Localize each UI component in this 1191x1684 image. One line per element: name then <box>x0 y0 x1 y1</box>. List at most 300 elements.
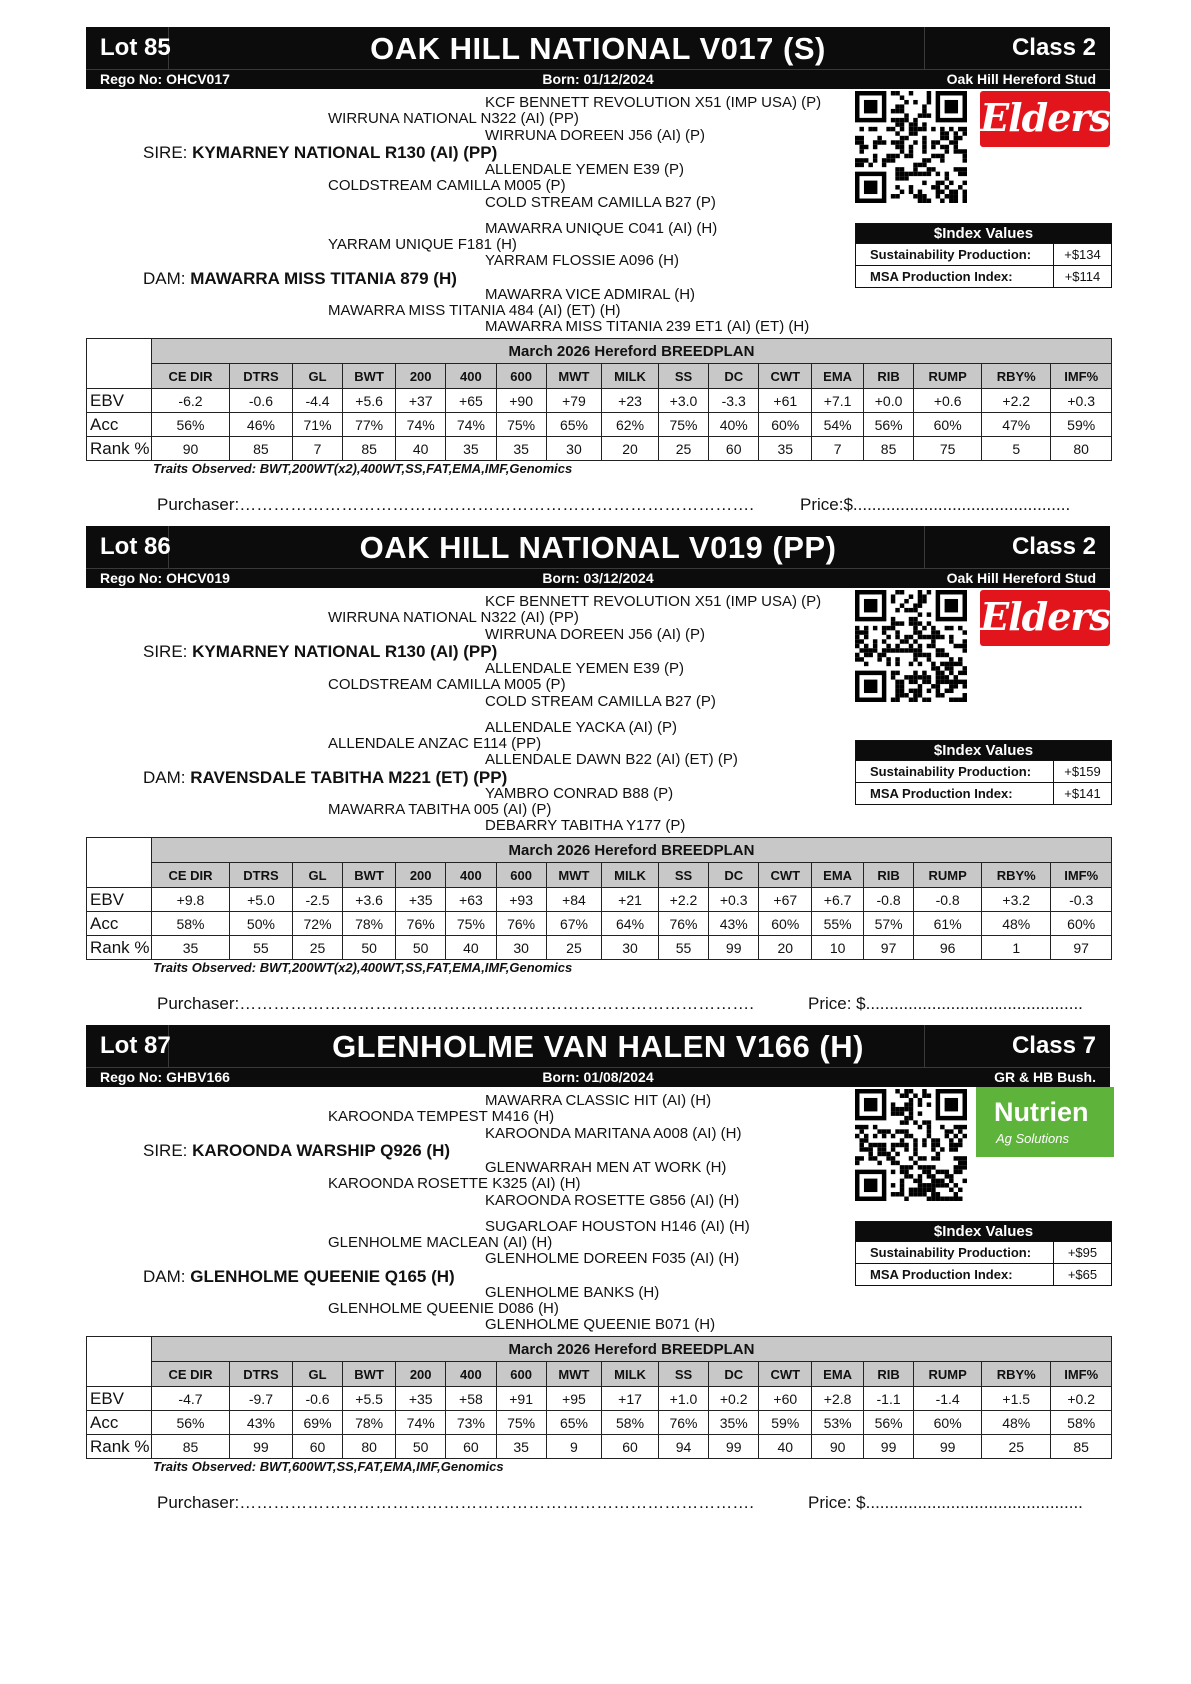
ebv-cell: +0.6 <box>914 389 982 413</box>
sire-name: KAROONDA WARSHIP Q926 (H) <box>192 1141 451 1160</box>
price-field[interactable]: Price: $.............................................. <box>808 1493 1083 1512</box>
sustainability-value: +$134 <box>1064 247 1101 262</box>
acc-cell: 72% <box>292 912 342 936</box>
trait-header: DTRS <box>229 1362 292 1387</box>
breedplan-table <box>86 1336 1112 1459</box>
trait-header: GL <box>292 863 342 888</box>
acc-cell: 62% <box>602 413 659 437</box>
acc-cell: 60% <box>914 413 982 437</box>
acc-cell: 67% <box>546 912 601 936</box>
trait-header: BWT <box>343 364 396 389</box>
trait-header: SS <box>658 364 708 389</box>
ebv-cell: +35 <box>396 888 446 912</box>
breedplan-title: March 2026 Hereford BREEDPLAN <box>152 838 1112 863</box>
trait-header: MWT <box>546 364 601 389</box>
ebv-cell: +90 <box>496 389 546 413</box>
acc-cell: 57% <box>863 912 913 936</box>
ebv-cell: +61 <box>759 389 812 413</box>
trait-header: DTRS <box>229 364 292 389</box>
rank-cell: 85 <box>152 1435 230 1459</box>
purchaser-field[interactable]: Purchaser:………………………………………………………………………………. <box>157 1493 754 1512</box>
sire-name: KYMARNEY NATIONAL R130 (AI) (PP) <box>192 143 498 162</box>
pedigree-dam-paternal: YARRAM UNIQUE F181 (H) <box>328 236 517 253</box>
pedigree-sire-paternal: WIRRUNA NATIONAL N322 (AI) (PP) <box>328 110 579 127</box>
sustainability-value: +$95 <box>1067 1245 1098 1260</box>
msa-label: MSA Production Index: <box>856 266 1054 287</box>
price-field[interactable]: Price: $.............................................. <box>808 994 1083 1013</box>
rego-number: Rego No: OHCV019 <box>100 570 230 586</box>
rank-cell: 55 <box>658 936 708 960</box>
msa-value: +$141 <box>1064 786 1101 801</box>
ebv-cell: +65 <box>446 389 496 413</box>
trait-header: MWT <box>546 1362 601 1387</box>
row-label: Acc <box>87 1411 152 1435</box>
acc-cell: 64% <box>602 912 659 936</box>
trait-header: DC <box>709 1362 759 1387</box>
trait-header: RIB <box>863 1362 913 1387</box>
row-label: Rank % <box>87 1435 152 1459</box>
acc-cell: 53% <box>812 1411 864 1435</box>
trait-header: 200 <box>396 863 446 888</box>
acc-cell: 60% <box>914 1411 982 1435</box>
rank-cell: 30 <box>496 936 546 960</box>
ebv-cell: +95 <box>546 1387 601 1411</box>
traits-observed: Traits Observed: BWT,200WT(x2),400WT,SS,FAT,EMA,IMF,Genomics <box>153 960 573 975</box>
index-values-box <box>855 740 1112 805</box>
pedigree-sire-maternal: COLDSTREAM CAMILLA M005 (P) <box>328 177 566 194</box>
lot-class: Class 2 <box>1011 34 1096 61</box>
rank-cell: 99 <box>863 1435 913 1459</box>
lot-card <box>0 526 1191 1016</box>
ebv-cell: +0.2 <box>1051 1387 1112 1411</box>
trait-header: CWT <box>759 863 812 888</box>
ebv-cell: -0.8 <box>863 888 913 912</box>
acc-cell: 58% <box>1051 1411 1112 1435</box>
acc-cell: 54% <box>812 413 864 437</box>
acc-cell: 61% <box>914 912 982 936</box>
rank-cell: 60 <box>292 1435 342 1459</box>
trait-header: IMF% <box>1051 1362 1112 1387</box>
index-values-box <box>855 223 1112 288</box>
acc-cell: 56% <box>152 413 230 437</box>
stud-name: Oak Hill Hereford Stud <box>946 71 1096 87</box>
trait-header: RUMP <box>914 863 982 888</box>
acc-cell: 60% <box>759 413 812 437</box>
qr-code[interactable] <box>855 590 967 702</box>
ebv-cell: -4.4 <box>292 389 342 413</box>
trait-header: RBY% <box>982 863 1051 888</box>
rank-cell: 10 <box>812 936 864 960</box>
pedigree-dam-sire-dam: ALLENDALE DAWN B22 (AI) (ET) (P) <box>485 751 738 768</box>
acc-cell: 43% <box>709 912 759 936</box>
qr-code[interactable] <box>855 1089 967 1201</box>
acc-row <box>87 912 1112 936</box>
rank-cell: 1 <box>982 936 1051 960</box>
acc-cell: 78% <box>343 912 396 936</box>
row-label: EBV <box>87 888 152 912</box>
acc-cell: 47% <box>982 413 1051 437</box>
rank-row <box>87 1435 1112 1459</box>
ebv-cell: +2.2 <box>658 888 708 912</box>
rank-cell: 35 <box>496 437 546 461</box>
ebv-cell: +2.8 <box>812 1387 864 1411</box>
rego-number: Rego No: GHBV166 <box>100 1069 230 1085</box>
trait-header: EMA <box>812 1362 864 1387</box>
trait-header: RUMP <box>914 1362 982 1387</box>
breedplan-title: March 2026 Hereford BREEDPLAN <box>152 339 1112 364</box>
ebv-cell: +3.0 <box>658 389 708 413</box>
rank-cell: 35 <box>152 936 230 960</box>
purchaser-field[interactable]: Purchaser:………………………………………………………………………………. <box>157 495 754 514</box>
pedigree-sire-paternal: WIRRUNA NATIONAL N322 (AI) (PP) <box>328 609 579 626</box>
sire-line <box>143 144 497 162</box>
ebv-cell: +91 <box>496 1387 546 1411</box>
ebv-cell: +5.5 <box>343 1387 396 1411</box>
trait-header: RIB <box>863 863 913 888</box>
rank-cell: 55 <box>229 936 292 960</box>
acc-cell: 76% <box>658 1411 708 1435</box>
lot-card <box>0 27 1191 517</box>
pedigree-dam-dam-sire: YAMBRO CONRAD B88 (P) <box>485 785 674 802</box>
ebv-cell: +79 <box>546 389 601 413</box>
pedigree-dam-paternal: GLENHOLME MACLEAN (AI) (H) <box>328 1234 553 1251</box>
trait-header: RBY% <box>982 364 1051 389</box>
dam-line <box>143 270 457 288</box>
acc-cell: 69% <box>292 1411 342 1435</box>
acc-cell: 65% <box>546 1411 601 1435</box>
lot-card <box>0 1025 1191 1515</box>
trait-header: 600 <box>496 364 546 389</box>
ebv-cell: +5.6 <box>343 389 396 413</box>
acc-cell: 35% <box>709 1411 759 1435</box>
rank-cell: 90 <box>152 437 230 461</box>
pedigree-sire-sire: KCF BENNETT REVOLUTION X51 (IMP USA) (P) <box>485 593 822 610</box>
rank-row <box>87 936 1112 960</box>
pedigree-sire-dam-sire: ALLENDALE YEMEN E39 (P) <box>485 660 684 677</box>
pedigree-sire-sire: MAWARRA CLASSIC HIT (AI) (H) <box>485 1092 712 1109</box>
rank-cell: 35 <box>446 437 496 461</box>
trait-header: MILK <box>602 863 659 888</box>
ebv-row <box>87 389 1112 413</box>
rank-cell: 50 <box>343 936 396 960</box>
acc-cell: 59% <box>759 1411 812 1435</box>
ebv-cell: +37 <box>396 389 446 413</box>
ebv-cell: +5.0 <box>229 888 292 912</box>
rank-cell: 40 <box>396 437 446 461</box>
trait-header: CE DIR <box>152 364 230 389</box>
acc-cell: 75% <box>446 912 496 936</box>
pedigree-dam-sire-sire: ALLENDALE YACKA (AI) (P) <box>485 719 678 736</box>
pedigree-sire-paternal: KAROONDA TEMPEST M416 (H) <box>328 1108 555 1125</box>
trait-header: MWT <box>546 863 601 888</box>
dam-label: DAM: <box>143 1267 186 1286</box>
rank-cell: 99 <box>709 936 759 960</box>
acc-cell: 76% <box>658 912 708 936</box>
acc-cell: 75% <box>496 1411 546 1435</box>
rank-cell: 97 <box>1051 936 1112 960</box>
rank-cell: 40 <box>446 936 496 960</box>
breedplan-table <box>86 338 1112 461</box>
ebv-cell: -4.7 <box>152 1387 230 1411</box>
pedigree-dam-dam-dam: GLENHOLME QUEENIE B071 (H) <box>485 1316 716 1333</box>
trait-header: CWT <box>759 364 812 389</box>
pedigree-sire-dam: WIRRUNA DOREEN J56 (AI) (P) <box>485 626 706 643</box>
sire-label: SIRE: <box>143 1141 188 1160</box>
rank-cell: 25 <box>658 437 708 461</box>
ebv-cell: -0.3 <box>1051 888 1112 912</box>
lot-header <box>86 526 1110 588</box>
acc-cell: 71% <box>292 413 342 437</box>
ebv-cell: +60 <box>759 1387 812 1411</box>
stud-name: Oak Hill Hereford Stud <box>946 570 1096 586</box>
pedigree-dam-dam-dam: DEBARRY TABITHA Y177 (P) <box>485 817 686 834</box>
sustainability-label: Sustainability Production: <box>856 244 1054 265</box>
dam-line <box>143 1268 455 1286</box>
acc-cell: 50% <box>229 912 292 936</box>
ebv-cell: -2.5 <box>292 888 342 912</box>
trait-header: 400 <box>446 863 496 888</box>
lot-number: Lot 86 <box>100 533 171 560</box>
trait-header: SS <box>658 1362 708 1387</box>
msa-value: +$114 <box>1064 269 1101 284</box>
trait-header: CE DIR <box>152 863 230 888</box>
rank-cell: 99 <box>229 1435 292 1459</box>
trait-header: DTRS <box>229 863 292 888</box>
trait-header: SS <box>658 863 708 888</box>
acc-cell: 43% <box>229 1411 292 1435</box>
acc-cell: 59% <box>1051 413 1112 437</box>
ebv-cell: +9.8 <box>152 888 230 912</box>
traits-observed: Traits Observed: BWT,200WT(x2),400WT,SS,FAT,EMA,IMF,Genomics <box>153 461 573 476</box>
row-label: Rank % <box>87 437 152 461</box>
trait-header: GL <box>292 1362 342 1387</box>
acc-cell: 76% <box>396 912 446 936</box>
ebv-cell: +7.1 <box>812 389 864 413</box>
elders-logo: Elders <box>980 91 1110 147</box>
ebv-cell: -0.6 <box>229 389 292 413</box>
pedigree-sire-maternal: COLDSTREAM CAMILLA M005 (P) <box>328 676 566 693</box>
rank-cell: 35 <box>759 437 812 461</box>
traits-observed: Traits Observed: BWT,600WT,SS,FAT,EMA,IMF,Genomics <box>153 1459 504 1474</box>
rank-cell: 97 <box>863 936 913 960</box>
animal-name: OAK HILL NATIONAL V017 (S) <box>370 31 826 66</box>
nutrien-logo: Nutrien Ag Solutions <box>976 1087 1114 1157</box>
rank-cell: 40 <box>759 1435 812 1459</box>
rank-cell: 96 <box>914 936 982 960</box>
acc-cell: 56% <box>863 1411 913 1435</box>
pedigree-sire-maternal: KAROONDA ROSETTE K325 (AI) (H) <box>328 1175 581 1192</box>
rego-number: Rego No: OHCV017 <box>100 71 230 87</box>
acc-cell: 55% <box>812 912 864 936</box>
lot-header <box>86 27 1110 89</box>
pedigree-dam-sire-dam: YARRAM FLOSSIE A096 (H) <box>485 252 679 269</box>
pedigree-sire-dam-dam: KAROONDA ROSETTE G856 (AI) (H) <box>485 1192 740 1209</box>
breedplan-table <box>86 837 1112 960</box>
rank-cell: 5 <box>982 437 1051 461</box>
ebv-cell: +23 <box>602 389 659 413</box>
rank-row <box>87 437 1112 461</box>
msa-label: MSA Production Index: <box>856 1264 1054 1285</box>
purchaser-field[interactable]: Purchaser:………………………………………………………………………………. <box>157 994 754 1013</box>
sire-label: SIRE: <box>143 143 188 162</box>
acc-cell: 56% <box>863 413 913 437</box>
pedigree-dam-maternal: MAWARRA TABITHA 005 (AI) (P) <box>328 801 552 818</box>
rank-cell: 25 <box>292 936 342 960</box>
trait-header: CE DIR <box>152 1362 230 1387</box>
row-label: Rank % <box>87 936 152 960</box>
ebv-cell: -9.7 <box>229 1387 292 1411</box>
row-label: EBV <box>87 389 152 413</box>
animal-name: GLENHOLME VAN HALEN V166 (H) <box>332 1029 864 1064</box>
pedigree-sire-sire: KCF BENNETT REVOLUTION X51 (IMP USA) (P) <box>485 94 822 111</box>
birth-date: Born: 01/08/2024 <box>542 1069 654 1085</box>
acc-cell: 48% <box>982 1411 1051 1435</box>
acc-cell: 60% <box>759 912 812 936</box>
birth-date: Born: 03/12/2024 <box>542 570 654 586</box>
acc-cell: 58% <box>152 912 230 936</box>
dam-label: DAM: <box>143 269 186 288</box>
index-values-title: $Index Values <box>856 741 1111 760</box>
qr-code[interactable] <box>855 91 967 203</box>
ebv-cell: -1.1 <box>863 1387 913 1411</box>
acc-cell: 58% <box>602 1411 659 1435</box>
acc-cell: 77% <box>343 413 396 437</box>
ebv-cell: +0.3 <box>709 888 759 912</box>
elders-logo: Elders <box>980 590 1110 646</box>
rank-cell: 85 <box>863 437 913 461</box>
ebv-cell: +6.7 <box>812 888 864 912</box>
sustainability-value: +$159 <box>1064 764 1101 779</box>
sustainability-label: Sustainability Production: <box>856 761 1054 782</box>
rank-cell: 9 <box>546 1435 601 1459</box>
acc-cell: 75% <box>496 413 546 437</box>
acc-cell: 60% <box>1051 912 1112 936</box>
pedigree-sire-dam-sire: GLENWARRAH MEN AT WORK (H) <box>485 1159 727 1176</box>
pedigree-dam-maternal: MAWARRA MISS TITANIA 484 (AI) (ET) (H) <box>328 302 621 319</box>
ebv-cell: +0.3 <box>1051 389 1112 413</box>
acc-cell: 40% <box>709 413 759 437</box>
ebv-row <box>87 1387 1112 1411</box>
trait-header: GL <box>292 364 342 389</box>
acc-cell: 65% <box>546 413 601 437</box>
rank-cell: 20 <box>759 936 812 960</box>
rank-cell: 30 <box>546 437 601 461</box>
price-field[interactable]: Price:$.............................................. <box>800 495 1071 514</box>
trait-header: 200 <box>396 364 446 389</box>
ebv-cell: +84 <box>546 888 601 912</box>
pedigree-dam-sire-sire: SUGARLOAF HOUSTON H146 (AI) (H) <box>485 1218 750 1235</box>
acc-cell: 74% <box>396 1411 446 1435</box>
acc-cell: 78% <box>343 1411 396 1435</box>
row-label: Acc <box>87 912 152 936</box>
sire-label: SIRE: <box>143 642 188 661</box>
ebv-cell: +3.6 <box>343 888 396 912</box>
msa-value: +$65 <box>1067 1267 1098 1282</box>
dam-label: DAM: <box>143 768 186 787</box>
rank-cell: 99 <box>914 1435 982 1459</box>
lot-number: Lot 87 <box>100 1032 171 1059</box>
ebv-cell: +17 <box>602 1387 659 1411</box>
pedigree-dam-dam-sire: MAWARRA VICE ADMIRAL (H) <box>485 286 696 303</box>
ebv-cell: -6.2 <box>152 389 230 413</box>
ebv-cell: -0.6 <box>292 1387 342 1411</box>
trait-header: CWT <box>759 1362 812 1387</box>
pedigree-dam-paternal: ALLENDALE ANZAC E114 (PP) <box>328 735 542 752</box>
trait-header: EMA <box>812 863 864 888</box>
rank-cell: 85 <box>1051 1435 1112 1459</box>
ebv-cell: +67 <box>759 888 812 912</box>
rank-cell: 85 <box>229 437 292 461</box>
rank-cell: 7 <box>292 437 342 461</box>
acc-row <box>87 1411 1112 1435</box>
lot-header <box>86 1025 1110 1087</box>
index-values-title: $Index Values <box>856 1222 1111 1241</box>
breedplan-title: March 2026 Hereford BREEDPLAN <box>152 1337 1112 1362</box>
rank-cell: 60 <box>446 1435 496 1459</box>
rank-cell: 99 <box>709 1435 759 1459</box>
trait-header: BWT <box>343 1362 396 1387</box>
birth-date: Born: 01/12/2024 <box>542 71 654 87</box>
ebv-cell: +3.2 <box>982 888 1051 912</box>
lot-class: Class 7 <box>1011 1032 1096 1059</box>
ebv-cell: +21 <box>602 888 659 912</box>
lot-class: Class 2 <box>1011 533 1096 560</box>
ebv-cell: +58 <box>446 1387 496 1411</box>
dam-name: GLENHOLME QUEENIE Q165 (H) <box>190 1267 455 1286</box>
pedigree-dam-dam-dam: MAWARRA MISS TITANIA 239 ET1 (AI) (ET) (H) <box>485 318 810 335</box>
acc-cell: 73% <box>446 1411 496 1435</box>
ebv-row <box>87 888 1112 912</box>
trait-header: 400 <box>446 1362 496 1387</box>
rank-cell: 35 <box>496 1435 546 1459</box>
ebv-cell: +1.0 <box>658 1387 708 1411</box>
trait-header: 200 <box>396 1362 446 1387</box>
acc-cell: 74% <box>446 413 496 437</box>
acc-cell: 74% <box>396 413 446 437</box>
rank-cell: 50 <box>396 1435 446 1459</box>
msa-label: MSA Production Index: <box>856 783 1054 804</box>
sire-line <box>143 643 497 661</box>
rank-cell: 25 <box>982 1435 1051 1459</box>
acc-cell: 76% <box>496 912 546 936</box>
rank-cell: 85 <box>343 437 396 461</box>
ebv-cell: -0.8 <box>914 888 982 912</box>
sire-name: KYMARNEY NATIONAL R130 (AI) (PP) <box>192 642 498 661</box>
rank-cell: 75 <box>914 437 982 461</box>
rank-cell: 50 <box>396 936 446 960</box>
sire-line <box>143 1142 450 1160</box>
pedigree-sire-dam-dam: COLD STREAM CAMILLA B27 (P) <box>485 693 716 710</box>
ebv-cell: -3.3 <box>709 389 759 413</box>
trait-header: MILK <box>602 364 659 389</box>
animal-name: OAK HILL NATIONAL V019 (PP) <box>359 530 837 565</box>
trait-header: BWT <box>343 863 396 888</box>
trait-header: IMF% <box>1051 863 1112 888</box>
trait-header: 600 <box>496 863 546 888</box>
rank-cell: 60 <box>602 1435 659 1459</box>
rank-cell: 60 <box>709 437 759 461</box>
acc-cell: 48% <box>982 912 1051 936</box>
acc-cell: 75% <box>658 413 708 437</box>
ebv-cell: +0.0 <box>863 389 913 413</box>
rank-cell: 20 <box>602 437 659 461</box>
ebv-cell: +2.2 <box>982 389 1051 413</box>
ebv-cell: +1.5 <box>982 1387 1051 1411</box>
dam-name: MAWARRA MISS TITANIA 879 (H) <box>190 269 457 288</box>
rank-cell: 90 <box>812 1435 864 1459</box>
trait-header: EMA <box>812 364 864 389</box>
trait-header: 600 <box>496 1362 546 1387</box>
